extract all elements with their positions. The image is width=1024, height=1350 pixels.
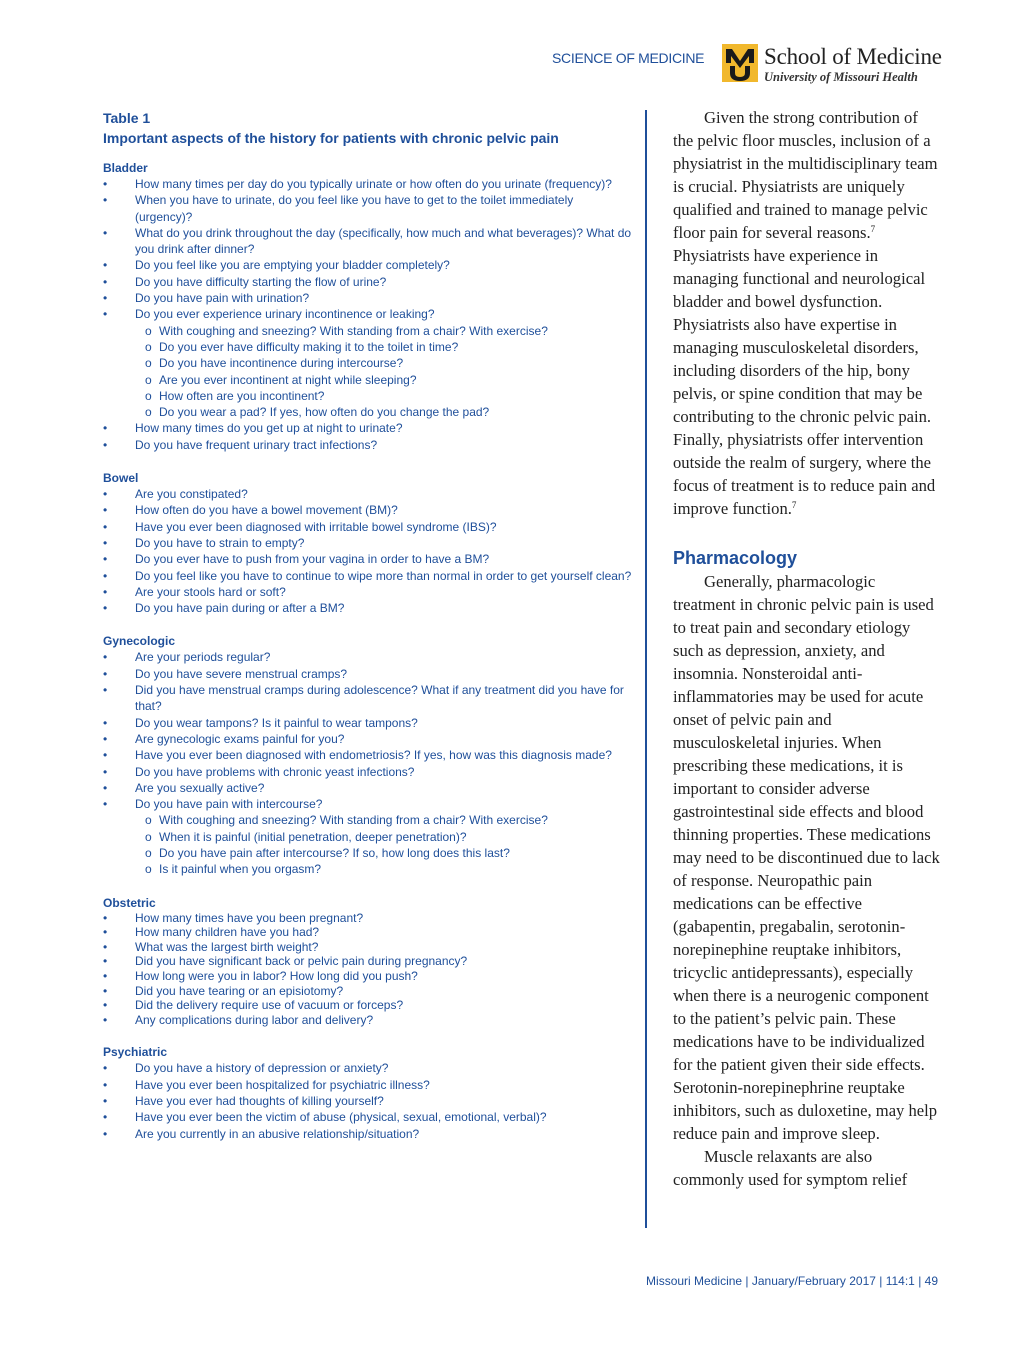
paragraph-pharmacology: Generally, pharmacologic treatment in chronic pelvic pain is used to treat pain and secondary etiology such as depression, anxiety, and insomnia. Nonsteroidal anti-inflammatories may be used for acute onset of pelvic pain and musculoskeletal injuries. When prescribing these medications, it is important to consider adverse gastrointestinal side effects and blood thinning properties. These medications may need to be discontinued due to lack of response. Neuropathic pain medications can be effective (gabapentin, pregabalin, serotonin-norepinephine reuptake inhibitors, tricyclic antidepressants), especially when there is a neurogenic component to the patient’s pelvic pain. These medications have to be individualized for the patient given their side effects. Serotonin-norepinephrine reuptake inhibitors, such as duloxetine, may help reduce pain and improve sleep. <box>673 572 940 1143</box>
table-sections <box>103 160 633 1142</box>
sub-list-item <box>103 355 633 371</box>
list-item-text: Do you ever experience urinary incontinence or leaking? <box>135 307 435 322</box>
list-item-text: Are you currently in an abusive relationship/situation? <box>135 1126 420 1141</box>
list-item <box>103 1126 633 1142</box>
sub-list-item <box>103 339 633 355</box>
paragraph-muscle-relaxants: Muscle relaxants are also commonly used for symptom relief <box>673 1147 908 1189</box>
table-section <box>103 1044 633 1141</box>
bullet-icon: • <box>103 748 108 763</box>
list-item-text: Do you feel like you have to continue to wipe more than normal in order to get yourself clean? <box>135 568 632 583</box>
article-text <box>673 106 941 1191</box>
bullet-icon: • <box>103 487 108 502</box>
table-1 <box>103 108 633 1159</box>
list-item <box>103 1093 633 1109</box>
section-heading: Gynecologic <box>103 634 176 649</box>
section-heading-pharmacology: Pharmacology <box>673 548 798 568</box>
list-item <box>103 486 633 502</box>
sub-list-item <box>103 323 633 339</box>
table-section <box>103 895 633 1028</box>
list-item <box>103 568 633 584</box>
list-item-text: How many children have you had? <box>135 925 320 940</box>
bullet-icon: • <box>103 552 108 567</box>
bullet-icon: • <box>103 258 108 273</box>
list-item <box>103 551 633 567</box>
list-item <box>103 747 633 763</box>
list-item-text: Do you have a history of depression or anxiety? <box>135 1061 389 1076</box>
logo-subtitle: University of Missouri Health <box>764 70 918 84</box>
sub-bullet-icon: o <box>145 845 152 860</box>
list-item-text: Are your stools hard or soft? <box>135 584 286 599</box>
table-section <box>103 470 633 616</box>
bullet-icon: • <box>103 1077 108 1092</box>
sub-bullet-icon: o <box>145 339 152 354</box>
list-item-text: Have you ever been hospitalized for psychiatric illness? <box>135 1077 430 1092</box>
list-item-text: Are you constipated? <box>135 487 248 502</box>
bullet-icon: • <box>103 968 108 983</box>
bullet-icon: • <box>103 519 108 534</box>
bullet-icon: • <box>103 780 108 795</box>
bullet-icon: • <box>103 421 108 436</box>
list-item-text: Do you have to strain to empty? <box>135 535 305 550</box>
sub-list-item <box>103 812 633 828</box>
list-item-text: Are you sexually active? <box>135 780 265 795</box>
list-item <box>103 984 633 999</box>
table-section <box>103 633 633 877</box>
sub-list-item <box>103 829 633 845</box>
list-item-text: Do you have pain during or after a BM? <box>135 601 345 616</box>
reference-marker: 7 <box>791 500 797 510</box>
sub-list-item <box>103 861 633 877</box>
list-item-text: How often do you have a bowel movement (BM)? <box>135 503 398 518</box>
list-item <box>103 437 633 453</box>
bullet-icon: • <box>103 584 108 599</box>
list-item-text: Do you have severe menstrual cramps? <box>135 666 348 681</box>
list-item <box>103 649 633 665</box>
sub-list-item-text: Are you ever incontinent at night while sleeping? <box>159 372 417 387</box>
bullet-icon: • <box>103 1093 108 1108</box>
bullet-icon: • <box>103 1110 108 1125</box>
bullet-icon: • <box>103 193 108 208</box>
bullet-icon: • <box>103 307 108 322</box>
list-item-text: Did you have menstrual cramps during adolescence? What if any treatment did you have for that? <box>135 683 624 714</box>
list-item-text: Did the delivery require use of vacuum or forceps? <box>135 998 404 1013</box>
list-item-text: Have you ever been diagnosed with irritable bowel syndrome (IBS)? <box>135 519 497 534</box>
list-item-text: Did you have significant back or pelvic pain during pregnancy? <box>135 954 468 969</box>
list-item-text: Do you feel like you are emptying your bladder completely? <box>135 258 450 273</box>
list-item <box>103 600 633 616</box>
list-item <box>103 911 633 926</box>
sub-bullet-icon: o <box>145 323 152 338</box>
list-item <box>103 1109 633 1125</box>
bullet-icon: • <box>103 764 108 779</box>
sub-list-item <box>103 845 633 861</box>
list-item <box>103 420 633 436</box>
bullet-icon: • <box>103 731 108 746</box>
list-item-text: Do you have difficulty starting the flow of urine? <box>135 274 387 289</box>
list-item <box>103 1060 633 1076</box>
list-item-text: Are gynecologic exams painful for you? <box>135 731 345 746</box>
list-item <box>103 274 633 290</box>
bullet-icon: • <box>103 797 108 812</box>
column-divider <box>645 110 647 1228</box>
bullet-icon: • <box>103 535 108 550</box>
reference-marker: 7 <box>870 224 876 234</box>
sub-list-item-text: With coughing and sneezing? With standing from a chair? With exercise? <box>159 323 548 338</box>
bullet-icon: • <box>103 225 108 240</box>
list-item <box>103 666 633 682</box>
list-item <box>103 1077 633 1093</box>
list-item-text: Have you ever been the victim of abuse (physical, sexual, emotional, verbal)? <box>135 1110 547 1125</box>
list-item-text: Do you ever have to push from your vagina in order to have a BM? <box>135 552 490 567</box>
sub-list-item-text: With coughing and sneezing? With standing from a chair? With exercise? <box>159 813 548 828</box>
list-item <box>103 257 633 273</box>
list-item <box>103 682 633 715</box>
list-item-text: How many times do you get up at night to urinate? <box>135 421 403 436</box>
sub-list-item <box>103 388 633 404</box>
section-heading: Bladder <box>103 161 148 175</box>
list-item <box>103 715 633 731</box>
school-logo <box>722 44 952 88</box>
list-item-text: How many times have you been pregnant? <box>135 910 364 925</box>
list-item <box>103 780 633 796</box>
list-item-text: Do you have pain with intercourse? <box>135 797 323 812</box>
paragraph-text: Given the strong contribution of the pelvic floor muscles, inclusion of a physiatrist in the multidisciplinary team is crucial. Physiatrists are uniquely qualified and trained to manage pelvic floor pain for several reasons. <box>673 108 938 242</box>
list-item-text: Do you have pain with urination? <box>135 291 310 306</box>
bullet-icon: • <box>103 715 108 730</box>
bullet-icon: • <box>103 568 108 583</box>
list-item <box>103 940 633 955</box>
bullet-icon: • <box>103 925 108 940</box>
list-item-text: Have you ever been diagnosed with endometriosis? If yes, how was this diagnosis made? <box>135 748 612 763</box>
list-item <box>103 225 633 258</box>
list-item <box>103 925 633 940</box>
list-item <box>103 969 633 984</box>
sub-list-item-text: How often are you incontinent? <box>159 388 325 403</box>
list-item-text: Have you ever had thoughts of killing yourself? <box>135 1093 384 1108</box>
sub-list-item-text: Do you have incontinence during intercourse? <box>159 356 404 371</box>
list-item <box>103 176 633 192</box>
section-label: SCIENCE OF MEDICINE <box>552 50 705 66</box>
bullet-icon: • <box>103 910 108 925</box>
bullet-icon: • <box>103 939 108 954</box>
table-title: Important aspects of the history for patients with chronic pelvic pain <box>103 130 559 146</box>
list-item <box>103 290 633 306</box>
bullet-icon: • <box>103 437 108 452</box>
list-item <box>103 731 633 747</box>
paragraph-text: Physiatrists have experience in managing functional and neurological bladder and bowel dysfunction. Physiatrists also have expertise in managing musculoskeletal disorders, including disorders of the hip, bony pelvis, or spine condition that may be contributing to the chronic pelvic pain. Finally, physiatrists offer intervention outside the realm of surgery, where the focus of treatment is to reduce pain and improve function. <box>673 246 936 518</box>
sub-bullet-icon: o <box>145 862 152 877</box>
logo-title: School of Medicine <box>764 44 942 69</box>
bullet-icon: • <box>103 954 108 969</box>
list-item <box>103 519 633 535</box>
section-heading: Psychiatric <box>103 1045 168 1060</box>
bullet-icon: • <box>103 998 108 1013</box>
list-item <box>103 192 633 225</box>
sub-list-item-text: Is it painful when you orgasm? <box>159 862 322 877</box>
bullet-icon: • <box>103 177 108 191</box>
bullet-icon: • <box>103 650 108 665</box>
list-item-text: How many times per day do you typically urinate or how often do you urinate (frequency)? <box>135 177 612 191</box>
sub-bullet-icon: o <box>145 405 152 420</box>
list-item <box>103 954 633 969</box>
sub-bullet-icon: o <box>145 813 152 828</box>
list-item <box>103 535 633 551</box>
list-item-text: Do you have frequent urinary tract infections? <box>135 437 378 452</box>
mizzou-logo-icon <box>722 44 758 82</box>
list-item-text: How long were you in labor? How long did you push? <box>135 968 418 983</box>
sub-bullet-icon: o <box>145 356 152 371</box>
list-item <box>103 764 633 780</box>
list-item <box>103 306 633 322</box>
list-item-text: What was the largest birth weight? <box>135 939 319 954</box>
sub-bullet-icon: o <box>145 829 152 844</box>
sub-bullet-icon: o <box>145 388 152 403</box>
sub-list-item-text: Do you wear a pad? If yes, how often do you change the pad? <box>159 405 490 420</box>
list-item <box>103 584 633 600</box>
bullet-icon: • <box>103 1012 108 1027</box>
list-item-text: Do you wear tampons? Is it painful to wear tampons? <box>135 715 418 730</box>
bullet-icon: • <box>103 983 108 998</box>
list-item-text: Any complications during labor and delivery? <box>135 1012 374 1027</box>
list-item <box>103 998 633 1013</box>
sub-list-item-text: When it is painful (initial penetration, deeper penetration)? <box>159 829 467 844</box>
table-section <box>103 160 633 453</box>
section-heading: Bowel <box>103 471 139 486</box>
list-item <box>103 1013 633 1028</box>
bullet-icon: • <box>103 601 108 616</box>
paragraph-physiatrist <box>673 106 941 520</box>
sub-list-item-text: Do you have pain after intercourse? If so, how long does this last? <box>159 845 510 860</box>
section-heading: Obstetric <box>103 895 156 910</box>
sub-list-item-text: Do you ever have difficulty making it to the toilet in time? <box>159 339 459 354</box>
sub-list-item <box>103 404 633 420</box>
page-footer: Missouri Medicine | January/February 2017 | 114:1 | 49 <box>646 1274 938 1288</box>
bullet-icon: • <box>103 683 108 698</box>
bullet-icon: • <box>103 503 108 518</box>
list-item-text: When you have to urinate, do you feel like you have to get to the toilet immediately (urgency)? <box>135 193 574 224</box>
sub-bullet-icon: o <box>145 372 152 387</box>
list-item-text: Did you have tearing or an episiotomy? <box>135 983 344 998</box>
list-item-text: Do you have problems with chronic yeast infections? <box>135 764 415 779</box>
bullet-icon: • <box>103 1126 108 1141</box>
list-item-text: Are your periods regular? <box>135 650 271 665</box>
list-item <box>103 502 633 518</box>
bullet-icon: • <box>103 1061 108 1076</box>
bullet-icon: • <box>103 666 108 681</box>
list-item <box>103 796 633 812</box>
sub-list-item <box>103 372 633 388</box>
list-item-text: What do you drink throughout the day (specifically, how much and what beverages)? What do you drink after dinner? <box>135 225 632 257</box>
table-label: Table 1 <box>103 110 151 126</box>
bullet-icon: • <box>103 274 108 289</box>
bullet-icon: • <box>103 291 108 306</box>
